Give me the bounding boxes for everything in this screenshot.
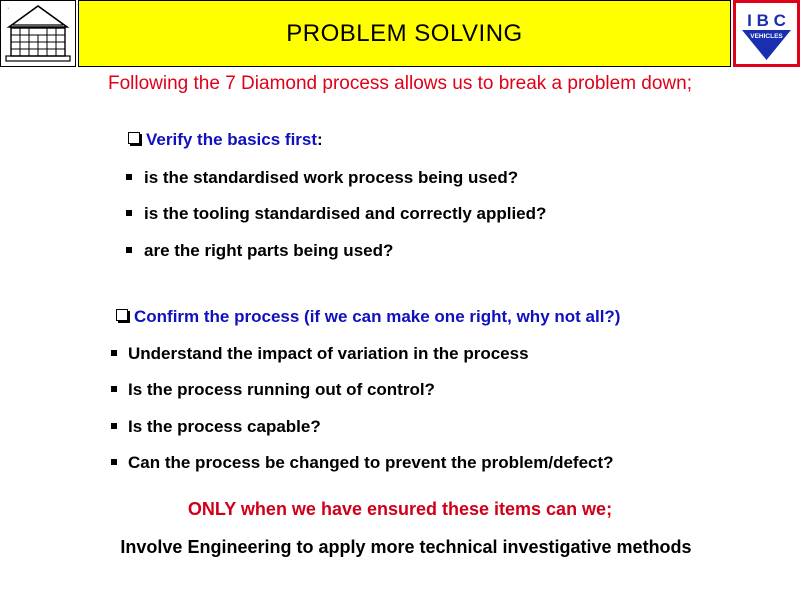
square-bullet-icon	[126, 210, 132, 216]
ibc-logo-graphic	[736, 3, 797, 64]
company-building-logo	[0, 0, 76, 67]
brand-word: VEHICLES	[750, 33, 783, 40]
action-statement: Involve Engineering to apply more technical investigative methods	[120, 537, 692, 557]
square-bullet-icon	[111, 386, 117, 392]
title-bar	[78, 0, 731, 67]
list-item: is the tooling standardised and correctly applied?	[126, 204, 546, 224]
condition-statement: ONLY when we have ensured these items can we;	[187, 499, 613, 519]
square-bullet-icon	[126, 174, 132, 180]
section1-heading: Verify the basics first:	[128, 130, 323, 150]
building-icon	[1, 1, 75, 66]
section2-heading: Confirm the process (if we can make one right, why not all?)	[116, 307, 620, 327]
list-item: Is the process capable?	[111, 417, 321, 437]
square-bullet-icon	[111, 423, 117, 429]
intro-text: Following the 7 Diamond process allows us to break a problem down;	[107, 73, 693, 94]
square-bullet-icon	[126, 247, 132, 253]
ibc-vehicles-logo	[733, 0, 800, 67]
checkbox-bullet-icon	[116, 309, 128, 321]
list-item: Understand the impact of variation in the process	[111, 344, 529, 364]
svg-text:·: ·	[7, 5, 10, 12]
slide-title: PROBLEM SOLVING	[286, 19, 523, 47]
list-item: Can the process be changed to prevent the problem/defect?	[111, 453, 614, 473]
list-item: are the right parts being used?	[126, 241, 393, 261]
square-bullet-icon	[111, 459, 117, 465]
checkbox-bullet-icon	[128, 132, 140, 144]
brand-letters: I B C	[747, 11, 786, 30]
list-item: is the standardised work process being used?	[126, 168, 518, 188]
square-bullet-icon	[111, 350, 117, 356]
list-item: Is the process running out of control?	[111, 380, 435, 400]
